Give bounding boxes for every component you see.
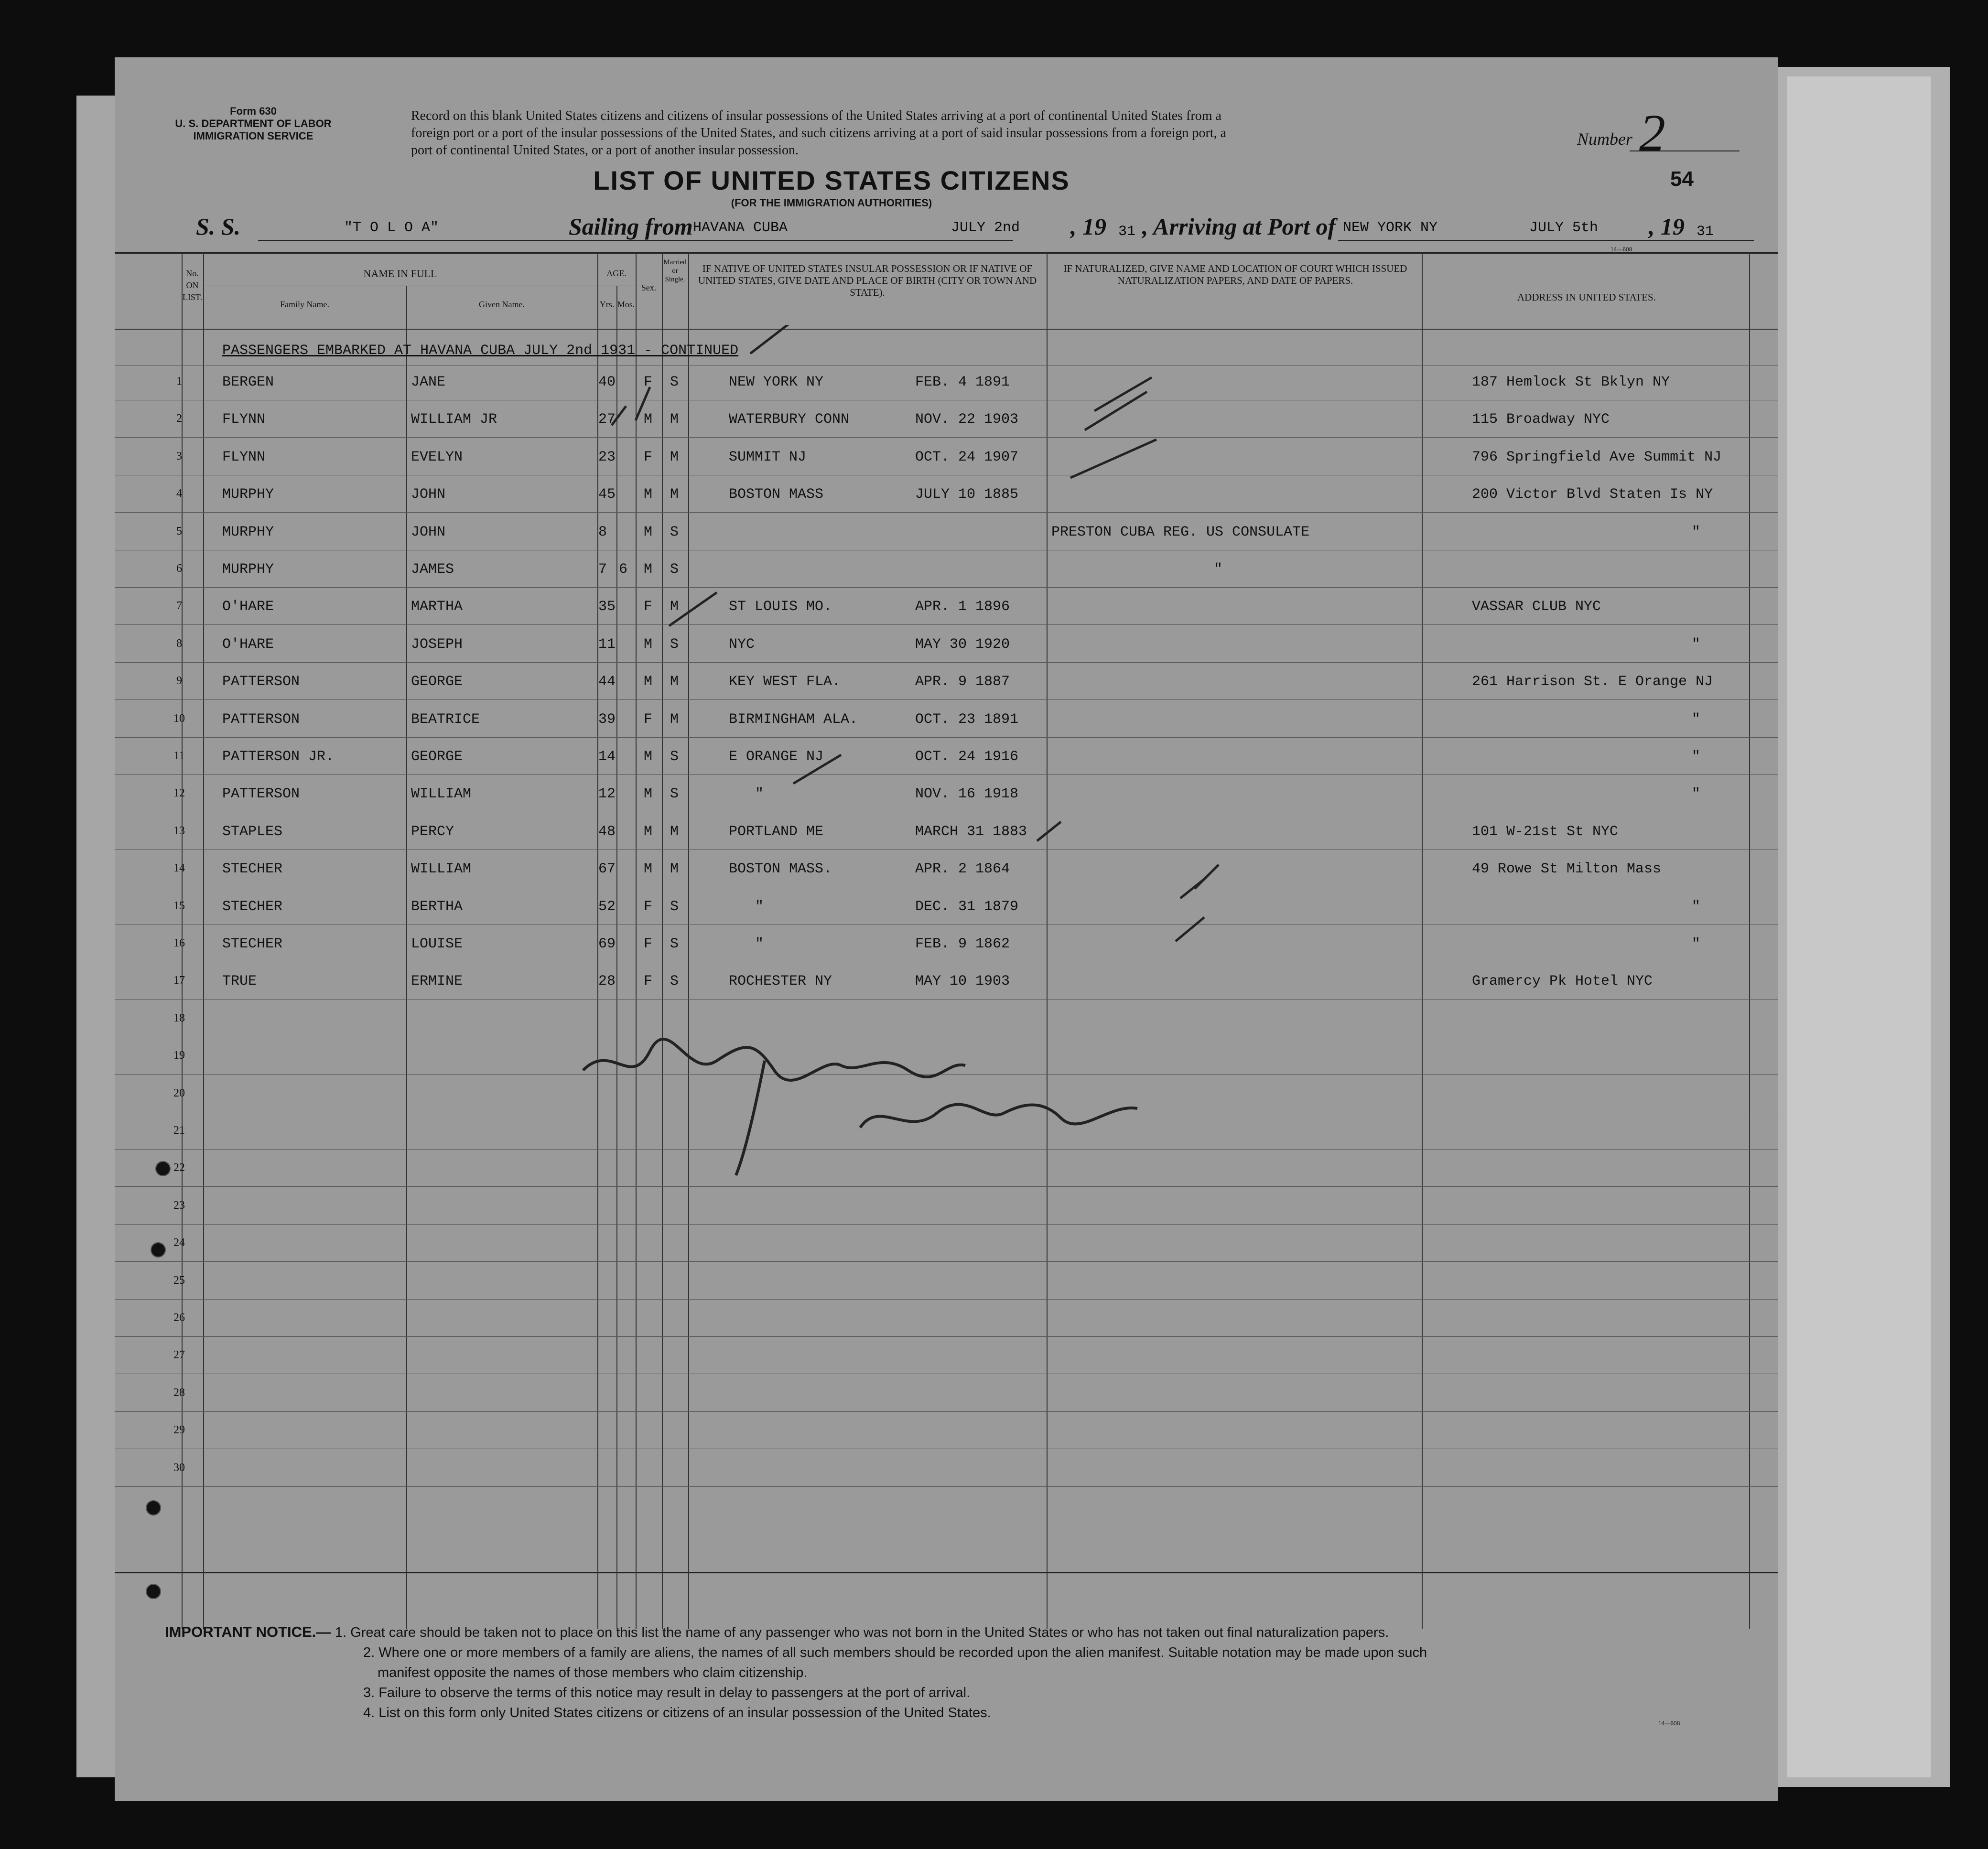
cell-nat: PRESTON CUBA REG. US CONSULATE bbox=[1051, 524, 1310, 540]
row-number: 5 bbox=[176, 525, 182, 538]
header-married-single: Married or Single. bbox=[663, 258, 687, 283]
row-rule bbox=[115, 1224, 1778, 1225]
cell-nat: " bbox=[1214, 561, 1223, 578]
number-value: 2 bbox=[1639, 104, 1665, 162]
cell-ms: M bbox=[670, 411, 679, 428]
header-mos: Mos. bbox=[617, 300, 635, 309]
punch-hole bbox=[146, 1584, 161, 1599]
cell-yrs: 35 bbox=[598, 599, 616, 615]
cell-sex: M bbox=[644, 823, 653, 840]
cell-sex: F bbox=[644, 898, 653, 915]
cell-given: EVELYN bbox=[411, 449, 463, 465]
cell-given: WILLIAM bbox=[411, 786, 472, 803]
row-number: 18 bbox=[173, 1011, 185, 1024]
arriving-date: JULY 5th bbox=[1529, 220, 1599, 236]
row-number: 20 bbox=[173, 1086, 185, 1099]
row-rule bbox=[115, 1411, 1778, 1412]
cell-place: E ORANGE NJ bbox=[729, 749, 824, 765]
cell-sex: F bbox=[644, 449, 653, 465]
arriving-label: , Arriving at Port of bbox=[1142, 213, 1336, 240]
cell-family: MURPHY bbox=[222, 561, 274, 578]
cell-sex: M bbox=[644, 486, 653, 503]
row-number: 26 bbox=[173, 1312, 185, 1324]
row-number: 25 bbox=[173, 1274, 185, 1287]
section-banner: PASSENGERS EMBARKED AT HAVANA CUBA JULY 2nd 1931 - CONTINUED bbox=[222, 343, 739, 359]
cell-yrs: 11 bbox=[598, 636, 616, 653]
arriving-port: NEW YORK NY bbox=[1343, 220, 1438, 236]
cell-place: " bbox=[755, 786, 764, 803]
col-rule bbox=[406, 286, 407, 1629]
cell-date: MARCH 31 1883 bbox=[915, 823, 1027, 840]
cell-given: WILLIAM JR bbox=[411, 411, 497, 428]
notice-item-1: 1. Great care should be taken not to place on this list the name of any passenger who was not born in the United States or who has not taken out final naturalization papers. bbox=[335, 1625, 1389, 1640]
ss-label: S. S. bbox=[196, 213, 241, 240]
cell-yrs: 44 bbox=[598, 674, 616, 690]
row-number: 2 bbox=[176, 412, 182, 425]
cell-ms: M bbox=[670, 674, 679, 690]
cell-sex: F bbox=[644, 936, 653, 952]
cell-place: SUMMIT NJ bbox=[729, 449, 807, 465]
cell-addr: 261 Harrison St. E Orange NJ bbox=[1472, 674, 1713, 690]
cell-sex: M bbox=[644, 749, 653, 765]
cell-ms: S bbox=[670, 786, 679, 803]
cell-given: GEORGE bbox=[411, 749, 463, 765]
cell-sex: F bbox=[644, 973, 653, 990]
cell-place: BIRMINGHAM ALA. bbox=[729, 711, 858, 728]
row-rule bbox=[115, 1336, 1778, 1337]
cell-yrs: 45 bbox=[598, 486, 616, 503]
cell-addr: 796 Springfield Ave Summit NJ bbox=[1472, 449, 1722, 465]
arriving-underline bbox=[1338, 240, 1754, 241]
cell-addr: " bbox=[1692, 711, 1701, 728]
cell-ms: S bbox=[670, 936, 679, 952]
cell-date: APR. 2 1864 bbox=[915, 861, 1010, 878]
cell-place: WATERBURY CONN bbox=[729, 411, 850, 428]
row-number: 19 bbox=[173, 1049, 185, 1062]
cell-addr: 101 W-21st St NYC bbox=[1472, 823, 1619, 840]
punch-hole bbox=[155, 1161, 171, 1176]
cell-ms: S bbox=[670, 749, 679, 765]
cell-place: BOSTON MASS. bbox=[729, 861, 832, 878]
cell-date: OCT. 23 1891 bbox=[915, 711, 1019, 728]
cell-addr: 49 Rowe St Milton Mass bbox=[1472, 861, 1662, 878]
cell-given: JANE bbox=[411, 374, 446, 390]
row-number: 9 bbox=[176, 675, 182, 688]
cell-yrs: 8 bbox=[598, 524, 607, 540]
cell-family: TRUE bbox=[222, 973, 257, 990]
cell-sex: M bbox=[644, 411, 653, 428]
cell-date: JULY 10 1885 bbox=[915, 486, 1019, 503]
notice-item-4: 4. List on this form only United States citizens or citizens of an insular possession of the United States. bbox=[363, 1705, 991, 1720]
row-number: 16 bbox=[173, 937, 185, 949]
cell-family: PATTERSON bbox=[222, 711, 300, 728]
cell-date: NOV. 22 1903 bbox=[915, 411, 1019, 428]
header-given-name: Given Name. bbox=[479, 300, 525, 309]
row-number: 6 bbox=[176, 562, 182, 575]
row-number: 17 bbox=[173, 974, 185, 987]
sailing-year: 31 bbox=[1118, 224, 1136, 240]
cell-given: MARTHA bbox=[411, 599, 463, 615]
cell-family: PATTERSON bbox=[222, 674, 300, 690]
page-subtitle: (FOR THE IMMIGRATION AUTHORITIES) bbox=[731, 197, 932, 209]
cell-given: JOSEPH bbox=[411, 636, 463, 653]
row-number: 28 bbox=[173, 1386, 185, 1399]
cell-yrs: 48 bbox=[598, 823, 616, 840]
header-address: ADDRESS IN UNITED STATES. bbox=[1517, 291, 1656, 303]
cell-given: BEATRICE bbox=[411, 711, 480, 728]
header-naturalized: IF NATURALIZED, GIVE NAME AND LOCATION OF COURT WHICH ISSUED NATURALIZATION PAPERS, AND DATE OF PAPERS. bbox=[1063, 263, 1407, 286]
row-number: 29 bbox=[173, 1424, 185, 1437]
cell-yrs: 52 bbox=[598, 898, 616, 915]
cell-ms: S bbox=[670, 524, 679, 540]
cell-family: BERGEN bbox=[222, 374, 274, 390]
row-number: 1 bbox=[176, 375, 182, 387]
cell-sex: M bbox=[644, 561, 653, 578]
cell-date: APR. 1 1896 bbox=[915, 599, 1010, 615]
cell-given: JAMES bbox=[411, 561, 454, 578]
cell-date: FEB. 4 1891 bbox=[915, 374, 1010, 390]
cell-family: PATTERSON JR. bbox=[222, 749, 335, 765]
cell-addr: 187 Hemlock St Bklyn NY bbox=[1472, 374, 1670, 390]
cell-date: OCT. 24 1916 bbox=[915, 749, 1019, 765]
cell-sex: M bbox=[644, 674, 653, 690]
cell-sex: F bbox=[644, 711, 653, 728]
arriving-year-prefix: , 19 bbox=[1649, 213, 1685, 240]
col-rule bbox=[1422, 253, 1423, 1629]
row-number: 30 bbox=[173, 1461, 185, 1474]
under-sheet-edge-right-2 bbox=[1787, 76, 1931, 1777]
print-code-bottom: 14—608 bbox=[1658, 1720, 1680, 1727]
cell-sex: M bbox=[644, 524, 653, 540]
cell-ms: M bbox=[670, 823, 679, 840]
cell-given: WILLIAM bbox=[411, 861, 472, 878]
cell-ms: M bbox=[670, 449, 679, 465]
cell-sex: F bbox=[644, 374, 653, 390]
cell-date: APR. 9 1887 bbox=[915, 674, 1010, 690]
cell-date: NOV. 16 1918 bbox=[915, 786, 1019, 803]
cell-ms: M bbox=[670, 861, 679, 878]
arriving-year: 31 bbox=[1696, 224, 1714, 240]
manifest-sheet bbox=[115, 57, 1778, 1801]
cell-place: PORTLAND ME bbox=[729, 823, 824, 840]
cell-family: MURPHY bbox=[222, 524, 274, 540]
cell-ms: S bbox=[670, 973, 679, 990]
cell-place: NEW YORK NY bbox=[729, 374, 824, 390]
header-name-in-full: NAME IN FULL bbox=[363, 268, 437, 280]
cell-addr: " bbox=[1692, 524, 1701, 540]
row-rule bbox=[115, 1299, 1778, 1300]
header-yrs: Yrs. bbox=[599, 300, 615, 309]
header-age: AGE. bbox=[606, 269, 627, 278]
row-rule bbox=[115, 1486, 1778, 1487]
cell-family: FLYNN bbox=[222, 411, 266, 428]
cell-family: STECHER bbox=[222, 861, 283, 878]
cell-given: BERTHA bbox=[411, 898, 463, 915]
col-rule bbox=[203, 253, 204, 1629]
page-title: LIST OF UNITED STATES CITIZENS bbox=[593, 165, 1070, 195]
header-sex: Sex. bbox=[641, 283, 657, 292]
row-number: 8 bbox=[176, 637, 182, 650]
notice-heading: IMPORTANT NOTICE.— bbox=[165, 1623, 331, 1640]
sailing-port: HAVANA CUBA bbox=[693, 220, 788, 236]
cell-yrs: 28 bbox=[598, 973, 616, 990]
row-number: 15 bbox=[173, 899, 185, 912]
cell-sex: F bbox=[644, 599, 653, 615]
cell-addr: 115 Broadway NYC bbox=[1472, 411, 1610, 428]
print-code-top: 14—608 bbox=[1610, 246, 1632, 253]
row-rule bbox=[115, 1261, 1778, 1262]
header-birth: IF NATIVE OF UNITED STATES INSULAR POSSESSION OR IF NATIVE OF UNITED STATES, GIVE DATE AND PLACE OF BIRTH (CITY OR TOWN AND STATE). bbox=[698, 263, 1037, 298]
cell-ms: S bbox=[670, 636, 679, 653]
sailing-year-prefix: , 19 bbox=[1070, 213, 1106, 240]
cell-date: OCT. 24 1907 bbox=[915, 449, 1019, 465]
sailing-from-label: Sailing from bbox=[569, 213, 693, 240]
cell-yrs: 69 bbox=[598, 936, 616, 952]
service-line: IMMIGRATION SERVICE bbox=[193, 130, 313, 142]
row-number: 12 bbox=[173, 787, 185, 800]
cell-given: GEORGE bbox=[411, 674, 463, 690]
cell-yrs: 27 bbox=[598, 411, 616, 428]
notice-item-3: 3. Failure to observe the terms of this notice may result in delay to passengers at the port of arrival. bbox=[363, 1685, 971, 1700]
ship-name: "T O L O A" bbox=[344, 220, 439, 236]
cell-family: PATTERSON bbox=[222, 786, 300, 803]
cell-yrs: 7 bbox=[598, 561, 607, 578]
important-notice bbox=[165, 1622, 1766, 1723]
cell-date: DEC. 31 1879 bbox=[915, 898, 1019, 915]
cell-given: PERCY bbox=[411, 823, 454, 840]
cell-addr: " bbox=[1692, 749, 1701, 765]
cell-family: O'HARE bbox=[222, 636, 274, 653]
col-rule bbox=[1749, 253, 1750, 1629]
cell-family: O'HARE bbox=[222, 599, 274, 615]
cell-given: JOHN bbox=[411, 524, 446, 540]
cell-date: FEB. 9 1862 bbox=[915, 936, 1010, 952]
cell-yrs: 40 bbox=[598, 374, 616, 390]
cell-sex: M bbox=[644, 861, 653, 878]
tick-marks bbox=[593, 325, 1309, 1070]
cell-addr: Gramercy Pk Hotel NYC bbox=[1472, 973, 1653, 990]
number-label: Number bbox=[1577, 129, 1632, 149]
cell-place: KEY WEST FLA. bbox=[729, 674, 841, 690]
cell-addr: 200 Victor Blvd Staten Is NY bbox=[1472, 486, 1713, 503]
row-number: 14 bbox=[173, 862, 185, 875]
row-number: 27 bbox=[173, 1349, 185, 1362]
row-number: 3 bbox=[176, 450, 182, 462]
cell-ms: M bbox=[670, 599, 679, 615]
cell-family: STECHER bbox=[222, 936, 283, 952]
row-number: 13 bbox=[173, 824, 185, 837]
cell-given: ERMINE bbox=[411, 973, 463, 990]
row-number: 21 bbox=[173, 1124, 185, 1137]
cell-addr: " bbox=[1692, 636, 1701, 653]
cell-yrs: 67 bbox=[598, 861, 616, 878]
form-identifier bbox=[129, 105, 378, 142]
cell-ms: M bbox=[670, 711, 679, 728]
row-number: 11 bbox=[173, 750, 185, 762]
cell-family: STAPLES bbox=[222, 823, 283, 840]
header-family-name: Family Name. bbox=[280, 300, 329, 309]
cell-family: FLYNN bbox=[222, 449, 266, 465]
cell-addr: " bbox=[1692, 786, 1701, 803]
cell-given: LOUISE bbox=[411, 936, 463, 952]
cell-addr: " bbox=[1692, 936, 1701, 952]
punch-hole bbox=[146, 1500, 161, 1516]
cell-addr: " bbox=[1692, 898, 1701, 915]
row-number: 22 bbox=[173, 1161, 185, 1174]
cell-ms: M bbox=[670, 486, 679, 503]
form-number: Form 630 bbox=[230, 105, 277, 117]
notice-item-2: 2. Where one or more members of a family are aliens, the names of all such members should be recorded upon the alien manifest. Suitable notation may be made upon such bbox=[363, 1645, 1427, 1660]
cell-place: NYC bbox=[729, 636, 755, 653]
cell-ms: S bbox=[670, 374, 679, 390]
cell-ms: S bbox=[670, 898, 679, 915]
cell-yrs: 23 bbox=[598, 449, 616, 465]
cell-ms: S bbox=[670, 561, 679, 578]
cell-sex: M bbox=[644, 636, 653, 653]
cell-place: ROCHESTER NY bbox=[729, 973, 832, 990]
row-number: 10 bbox=[173, 712, 185, 725]
row-number: 23 bbox=[173, 1199, 185, 1212]
cell-yrs: 39 bbox=[598, 711, 616, 728]
cell-date: MAY 10 1903 bbox=[915, 973, 1010, 990]
cell-family: MURPHY bbox=[222, 486, 274, 503]
notice-item-2-cont: manifest opposite the names of those members who claim citizenship. bbox=[378, 1665, 808, 1680]
cell-date: MAY 30 1920 bbox=[915, 636, 1010, 653]
row-number: 4 bbox=[176, 487, 182, 500]
cell-place: " bbox=[755, 898, 764, 915]
cell-family: STECHER bbox=[222, 898, 283, 915]
cell-yrs: 14 bbox=[598, 749, 616, 765]
cell-place: " bbox=[755, 936, 764, 952]
cell-addr: VASSAR CLUB NYC bbox=[1472, 599, 1601, 615]
punch-hole bbox=[151, 1242, 166, 1258]
cell-place: ST LOUIS MO. bbox=[729, 599, 832, 615]
table-top-rule bbox=[115, 252, 1778, 254]
sheet-number: 54 bbox=[1670, 167, 1694, 191]
row-number: 7 bbox=[176, 600, 182, 613]
cell-yrs: 12 bbox=[598, 786, 616, 803]
cell-place: BOSTON MASS bbox=[729, 486, 824, 503]
table-bottom-rule bbox=[115, 1572, 1778, 1573]
cell-sex: M bbox=[644, 786, 653, 803]
sailing-date: JULY 2nd bbox=[951, 220, 1020, 236]
row-number: 24 bbox=[173, 1236, 185, 1249]
record-instructions: Record on this blank United States citizens and citizens of insular possessions of the United States arriving at a port of continental United States from a foreign port or a port of the insular possessions of the United States, and such citizens arriving at a port of said insular possessions from a foreign port, a port of continental United States, or a port of another insular possession. bbox=[411, 108, 1227, 158]
header-no-on-list: No. ON LIST. bbox=[182, 269, 203, 302]
cell-given: JOHN bbox=[411, 486, 446, 503]
department-line: U. S. DEPARTMENT OF LABOR bbox=[175, 118, 332, 129]
cell-mos: 6 bbox=[619, 561, 628, 578]
